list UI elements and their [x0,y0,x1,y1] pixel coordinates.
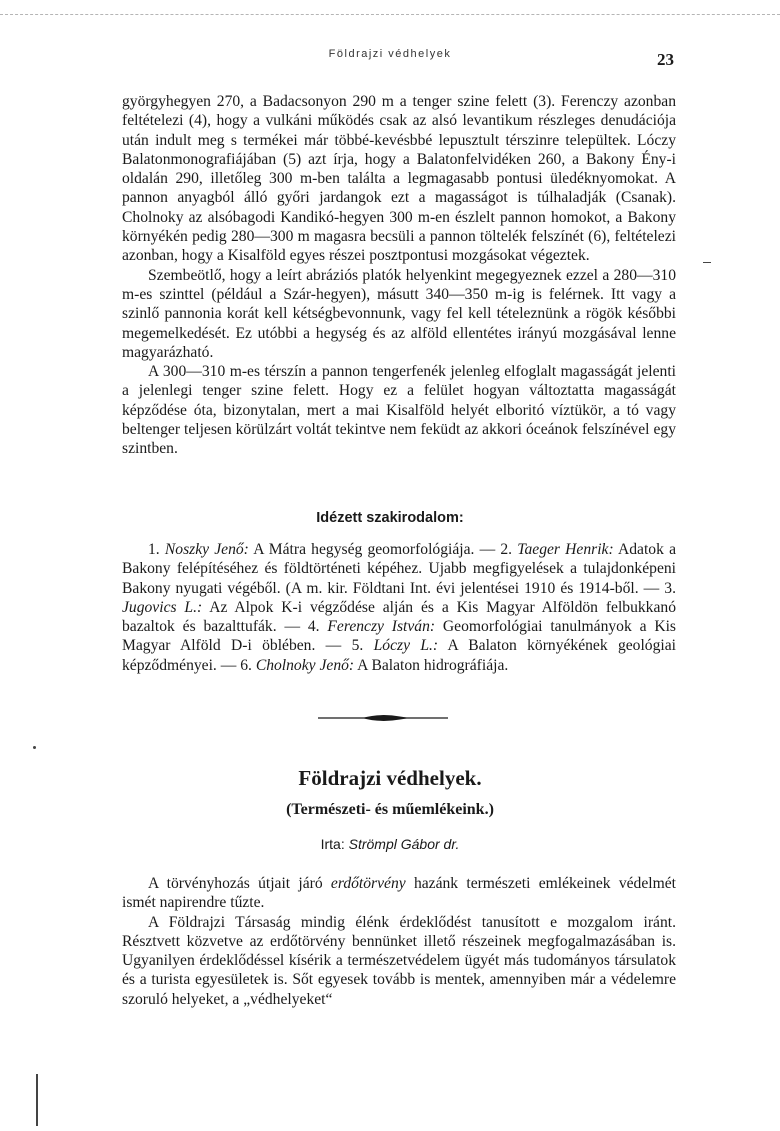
article-subtitle: (Természeti- és műemlékeink.) [286,801,494,818]
byline [0,836,780,852]
running-header: Földrajzi védhelyek [328,48,452,60]
paragraph-1: györgyhegyen 270, a Badacsonyon 290 m a tenger szine felett (3). Ferenczy azonban feltételezi (4), hogy a vulkáni működés csak az alsó levantikum részleges denudációja után indult meg s termékei már többé-kevésbbé lepusztult térszinre települtek. Lóczy Balatonmonografiájában (5) azt írja, hogy a Balatonfelvidéken 260, a Bakony Ény-i oldalán 290, illetőleg 300 m-ben találta a legmagasabb pontusi üledéknyomokat. A pannon anyagból álló győri jardangok ezt a magasságot is túlhaladják (Csanak). Cholnoky az alsóbagodi Kandikó-hegyen 300 m-en észlelt pannon homokot, a Bakony környékén pedig 280—300 m magasra becsüli a pannon töltelék felszínét (6), feltételezi azonban, hogy a Kisalföld egyes részei posztpontusi mozgásokat végeztek. [122,93,676,265]
references-list [122,540,676,675]
ref-title-3: Az Alpok K-i végződése alján és a Kis Magyar Alföldön felbukkanó bazaltok és bazalttufák. — 4. [122,598,676,636]
ref-author-3: Jugovics L.: [122,598,203,616]
author-name: Strömpl Gábor dr. [348,836,460,852]
ref-title-6: A Balaton hidrográfiája. [354,656,509,674]
paragraph-3: A 300—310 m-es térszín a pannon tengerfenék jelenleg elfoglalt magasságát jelenti a jelenlegi tenger szine felett. Hogy ez a felület hogyan változtatta magasságát képződése óta, bizonytalan, mert a mai Kisalföld helyét elboritó víztükör, a tó vagy beltenger teljesen körülzárt voltát tekintve nem feküdt az akkori óceánok felszínével egy szintben. [122,363,676,458]
ref-number-1: 1. [148,541,165,558]
references-paragraph [122,540,676,675]
ref-author-5: Lóczy L.: [373,637,439,655]
byline-prefix: Irta: [320,836,349,852]
scan-margin-line [36,1074,38,1126]
references-heading: Idézett szakirodalom: [316,510,464,526]
scan-speck [33,746,36,749]
article-body [122,874,676,1009]
ref-author-6: Cholnoky Jenő: [255,656,355,674]
ref-author-1: Noszky Jenő: [164,541,249,558]
top-scan-edge [0,14,780,15]
article-paragraph-1 [122,874,676,913]
ref-author-4: Ferenczy István: [327,618,436,636]
article-p1-before: A törvényhozás útjait járó [148,875,331,892]
article-p1-after: hazánk természeti emlékeinek védelmét ismét napirendre tűzte. [122,875,676,912]
ref-title-1: A Mátra hegység geomorfológiája. — 2. [248,541,518,558]
article-title: Földrajzi védhelyek. [298,766,482,790]
geology-section [122,92,676,459]
article-p1-emphasis: erdőtörvény [330,875,406,892]
ref-title-5: A Balaton környékének geológiai képződményei. — 6. [122,637,676,674]
ref-author-2: Taeger Henrik: [517,541,614,558]
paragraph-2: Szembeötlő, hogy a leírt abráziós platók helyenkint megegyeznek ezzel a 280—310 m-es szinttel (például a Szár-hegyen), másutt 340—350 m-ig is felérnek. Itt vagy a szinlő pannonia korát kell kétségbevonnunk, vagy fel kell tételeznünk a rögök későbbi megemelkedését. Ez utóbbi a hegység és az alföld ellentétes irányú mozgásával lenne magyarázható. [122,266,676,361]
scan-mark [703,262,711,263]
article-paragraph-2: A Földrajzi Társaság mindig élénk érdeklődést tanusított e mozgalom iránt. Résztvett közvetve az erdőtörvény bennünket illető részeinek megfogalmazásában is. Ugyanilyen érdeklődéssel kísérik a természetvédelem ügyét más tudományos társulatok és a turista egyesületek is. Sőt egyesek tovább is mentek, amennyiben már a védelemre szoruló helyeket, a „védhelyeket“ [122,913,676,1008]
ref-title-2: Adatok a Bakony felépítéséhez és földtörténeti képéhez. Ujabb megfigyelések a tulajdonképeni Bakony nyugati végéből. (A m. kir. Földtani Int. évi jelentései 1910 és 1914-ből. — 3. [122,541,676,597]
ref-title-4: Geomorfológiai tanulmányok a Kis Magyar Alföld D-i öblében. — 5. [122,618,676,655]
section-divider-ornament [318,712,448,724]
page-number: 23 [657,50,674,69]
